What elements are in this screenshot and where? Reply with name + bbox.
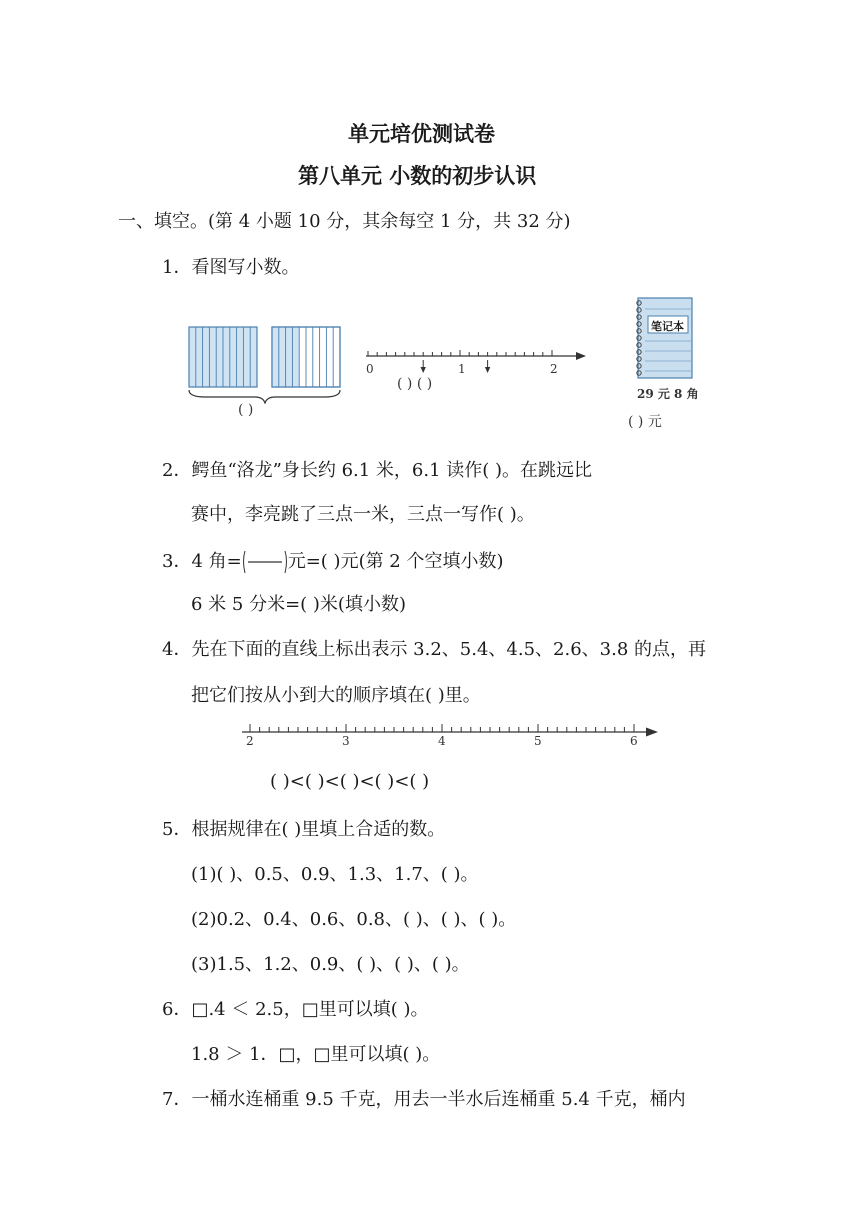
grid-answer-blank[interactable]: ( )	[238, 402, 254, 418]
question-2-line-1: 2．鳄鱼“洛龙”身长约 6.1 米，6.1 读作( )。在跳远比	[162, 460, 593, 481]
order-answer-line[interactable]: ( )<( )<( )<( )<( )	[270, 771, 430, 792]
axis-tick-6: 6	[630, 734, 638, 748]
fraction-blank[interactable]	[242, 549, 288, 575]
section-heading: 一、填空。(第 4 小题 10 分，其余每空 1 分，共 32 分)	[118, 211, 571, 232]
number-line-2-to-6	[238, 718, 662, 754]
question-5-line-1: 5．根据规律在( )里填上合适的数。	[162, 819, 446, 840]
question-6-line-2[interactable]: 1.8 ＞ 1．□，□里可以填( )。	[191, 1044, 441, 1065]
decimal-grid-figure	[185, 322, 345, 404]
q3-prefix: 3．4 角=	[162, 551, 242, 572]
q3-suffix: 元=( )元(第 2 个空填小数)	[287, 551, 504, 572]
axis-tick-5: 5	[534, 734, 542, 748]
axis-tick-3: 3	[342, 734, 350, 748]
brace	[189, 390, 340, 403]
question-1-text: 1．看图写小数。	[162, 257, 300, 278]
notebook-label: 笔记本	[651, 320, 684, 333]
question-5-part-2[interactable]: (2)0.2、0.4、0.6、0.8、( )、( )、( )。	[191, 909, 517, 930]
page-subtitle: 第八单元 小数的初步认识	[298, 164, 537, 188]
notebook-price: 29 元 8 角	[637, 387, 699, 401]
numberline-tick-0: 0	[366, 362, 374, 376]
axis-tick-2: 2	[246, 734, 254, 748]
axis-tick-4: 4	[438, 734, 446, 748]
notebook-figure	[633, 297, 695, 381]
page-title: 单元培优测试卷	[348, 122, 495, 146]
numberline-answer-blanks[interactable]: ( ) ( )	[397, 376, 433, 392]
numberline-tick-1: 1	[458, 362, 466, 376]
question-4-line-2: 把它们按从小到大的顺序填在( )里。	[191, 685, 481, 706]
question-3-line-1	[162, 547, 504, 575]
full-grid	[189, 327, 257, 387]
question-6-line-1[interactable]: 6．□.4 ＜ 2.5，□里可以填( )。	[162, 999, 429, 1020]
numberline-tick-2: 2	[550, 362, 558, 376]
price-answer-blank[interactable]: ( ) 元	[628, 414, 662, 430]
question-4-line-1: 4．先在下面的直线上标出表示 3.2、5.4、4.5、2.6、3.8 的点，再	[162, 639, 707, 660]
arrow-markers	[421, 360, 491, 373]
question-5-part-1[interactable]: (1)( )、0.5、0.9、1.3、1.7、( )。	[191, 864, 479, 885]
question-3-line-2: 6 米 5 分米=( )米(填小数)	[191, 594, 406, 615]
question-2-line-2: 赛中，李亮跳了三点一米，三点一写作( )。	[191, 504, 535, 525]
question-7-line-1: 7．一桶水连桶重 9.5 千克，用去一半水后连桶重 5.4 千克，桶内	[162, 1089, 686, 1110]
question-5-part-3[interactable]: (3)1.5、1.2、0.9、( )、( )、( )。	[191, 954, 470, 975]
partial-grid	[272, 327, 340, 387]
